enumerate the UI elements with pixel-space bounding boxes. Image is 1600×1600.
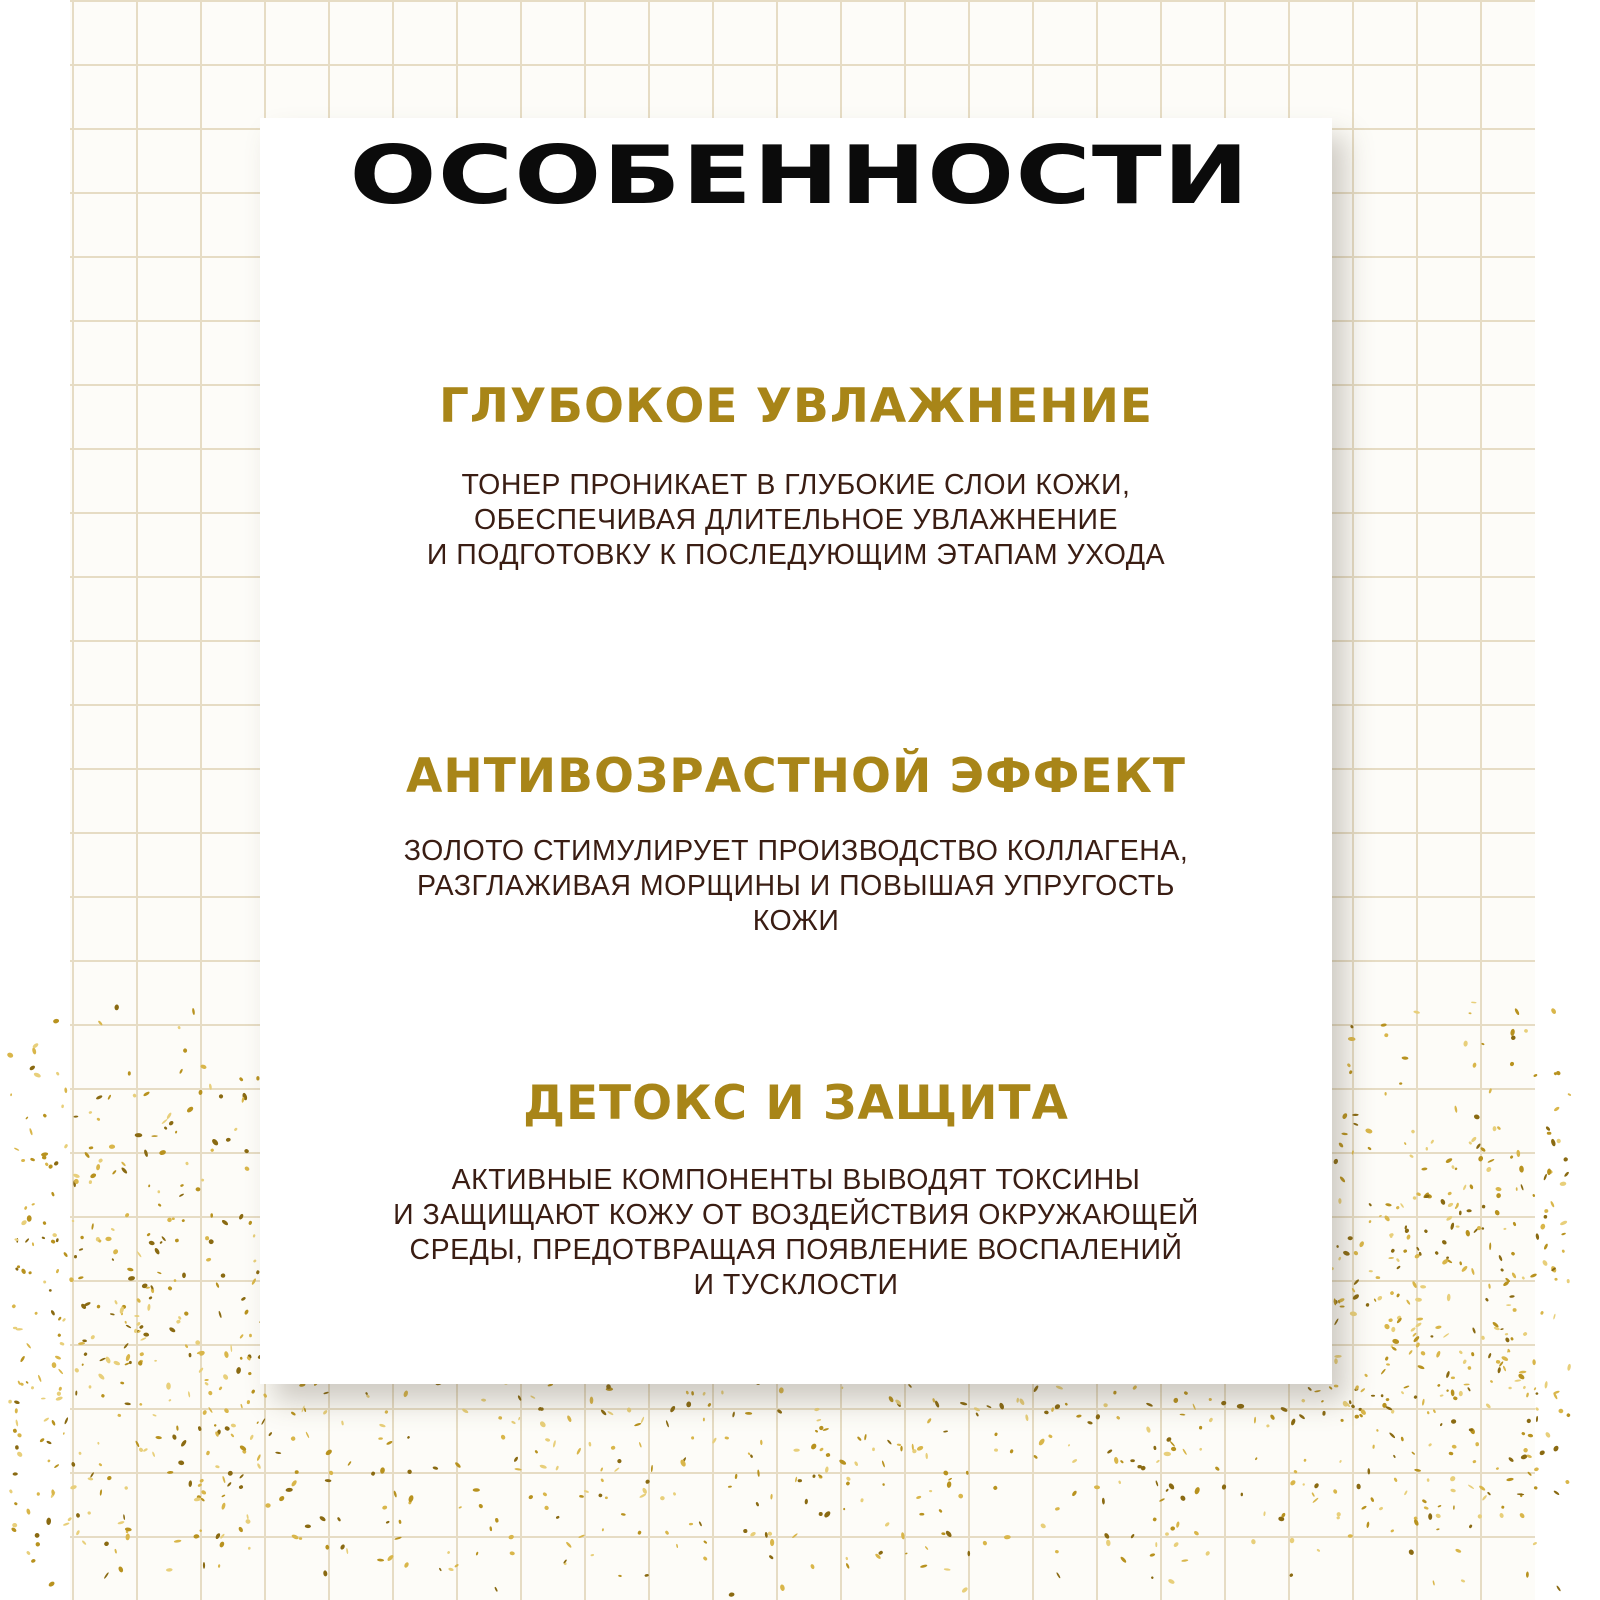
- feature-description-line: ТОНЕР ПРОНИКАЕТ В ГЛУБОКИЕ СЛОИ КОЖИ,: [461, 469, 1131, 501]
- right-margin: [1535, 0, 1600, 1600]
- page-title: ОСОБЕННОСТИ: [349, 129, 1251, 222]
- feature-description-line: СРЕДЫ, ПРЕДОТВРАЩАЯ ПОЯВЛЕНИЕ ВОСПАЛЕНИЙ: [409, 1234, 1183, 1266]
- left-margin: [0, 0, 70, 1600]
- feature-description: [290, 834, 1302, 939]
- feature-detox: [290, 1076, 1302, 1303]
- feature-heading: ДЕТОКС И ЗАЩИТА: [523, 1076, 1069, 1131]
- feature-description-line: И ПОДГОТОВКУ К ПОСЛЕДУЮЩИМ ЭТАПАМ УХОДА: [426, 539, 1166, 571]
- feature-description: [290, 1163, 1302, 1303]
- feature-heading: АНТИВОЗРАСТНОЙ ЭФФЕКТ: [406, 749, 1186, 804]
- feature-description-line: ЗОЛОТО СТИМУЛИРУЕТ ПРОИЗВОДСТВО КОЛЛАГЕНА,: [403, 835, 1189, 867]
- feature-description-line: И ЗАЩИЩАЮТ КОЖУ ОТ ВОЗДЕЙСТВИЯ ОКРУЖАЮЩЕЙ: [393, 1199, 1199, 1231]
- feature-heading: ГЛУБОКОЕ УВЛАЖНЕНИЕ: [438, 379, 1154, 434]
- feature-description-line: КОЖИ: [752, 905, 840, 937]
- feature-description-line: ОБЕСПЕЧИВАЯ ДЛИТЕЛЬНОЕ УВЛАЖНЕНИЕ: [474, 504, 1118, 536]
- feature-description-line: И ТУСКЛОСТИ: [693, 1269, 899, 1301]
- feature-description-line: РАЗГЛАЖИВАЯ МОРЩИНЫ И ПОВЫШАЯ УПРУГОСТЬ: [416, 870, 1176, 902]
- feature-description: [290, 468, 1302, 573]
- feature-description-line: АКТИВНЫЕ КОМПОНЕНТЫ ВЫВОДЯТ ТОКСИНЫ: [451, 1164, 1141, 1196]
- feature-anti-age: [290, 749, 1302, 939]
- feature-deep-hydration: [290, 379, 1302, 573]
